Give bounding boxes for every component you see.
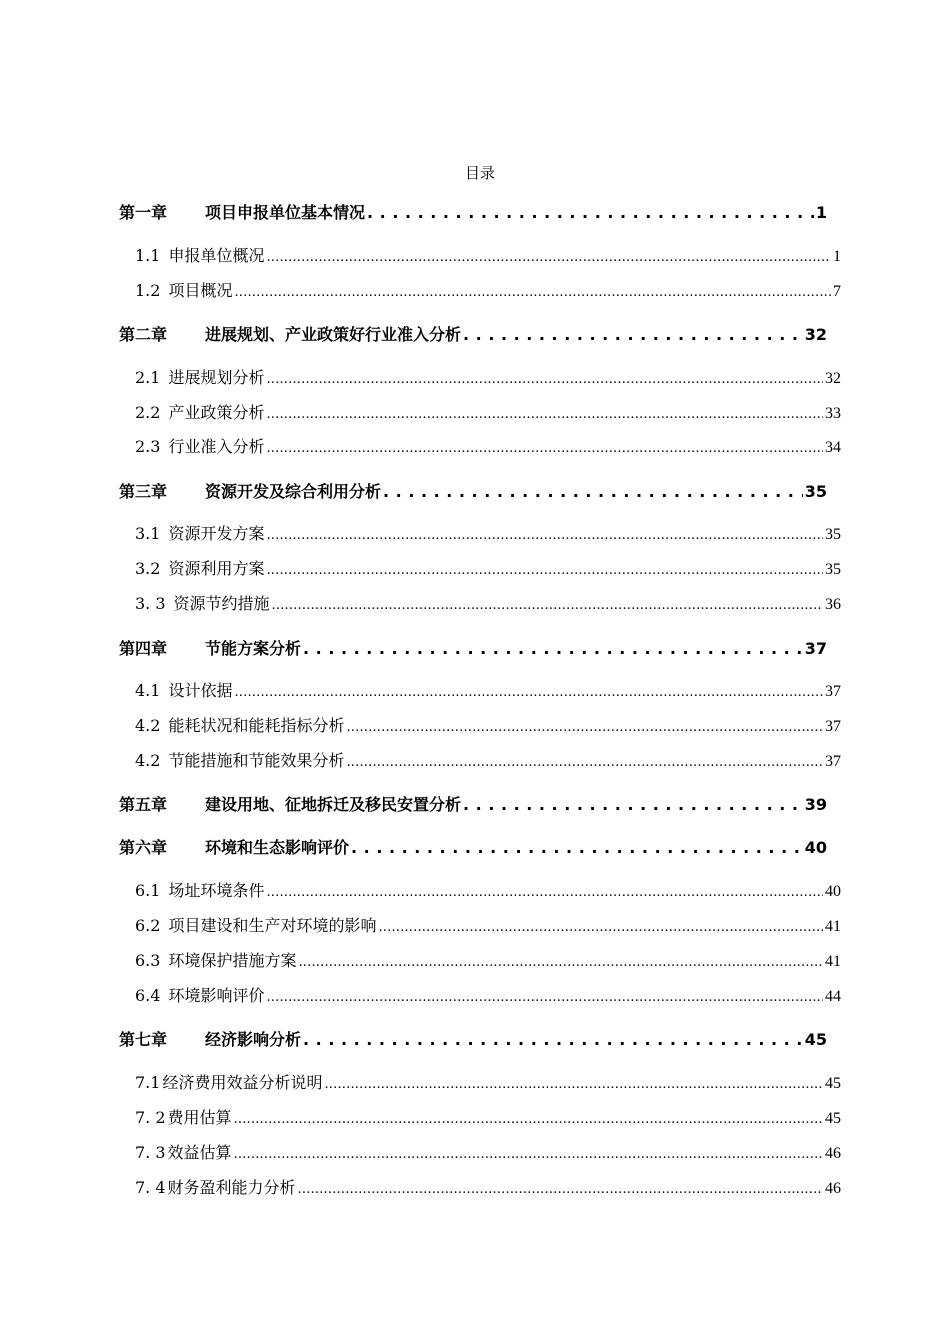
toc-section-title: 节能措施和节能效果分析	[168, 751, 345, 770]
toc-section-6-1[interactable]	[135, 880, 841, 902]
toc-section-1-2[interactable]	[135, 280, 841, 302]
toc-section-2-2[interactable]	[135, 402, 841, 424]
toc-section-number: 1.2	[135, 281, 161, 300]
dot-leader	[303, 637, 803, 661]
toc-section-number: 4.2	[135, 716, 161, 735]
toc-section-title: 环境保护措施方案	[168, 951, 297, 970]
toc-section-title: 资源节约措施	[173, 594, 270, 613]
toc-section-title: 费用估算	[167, 1108, 232, 1127]
toc-chapter-number: 第六章	[119, 838, 168, 857]
toc-section-title: 效益估算	[167, 1143, 232, 1162]
toc-section-6-3[interactable]	[135, 950, 841, 972]
dot-leader	[351, 836, 803, 860]
dot-leader	[266, 367, 823, 389]
toc-section-3-1[interactable]	[135, 523, 841, 545]
dot-leader	[272, 593, 823, 615]
toc-chapter-5[interactable]	[119, 793, 827, 817]
toc-section-number: 7. 4	[135, 1178, 166, 1197]
toc-page-number: 46	[825, 1180, 841, 1197]
toc-chapter-3[interactable]	[119, 480, 827, 504]
toc-page-number: 45	[804, 1030, 827, 1049]
toc-section-number: 1.1	[135, 246, 161, 265]
toc-page-number: 35	[825, 526, 841, 543]
toc-section-1-1[interactable]	[135, 245, 841, 267]
toc-chapter-title: 进展规划、产业政策好行业准入分析	[205, 325, 462, 344]
toc-page-number: 32	[804, 325, 827, 344]
toc-section-title: 项目概况	[168, 281, 233, 300]
toc-chapter-title: 项目申报单位基本情况	[205, 203, 366, 222]
toc-section-title: 资源开发方案	[168, 524, 265, 543]
toc-section-number: 4.1	[135, 681, 161, 700]
toc-section-title: 场址环境条件	[168, 881, 265, 900]
toc-heading: 目录	[464, 164, 495, 182]
dot-leader	[346, 715, 823, 737]
toc-page-number: 45	[825, 1075, 841, 1092]
toc-page-number: 35	[825, 561, 841, 578]
toc-section-3-2[interactable]	[135, 558, 841, 580]
toc-section-number: 3. 3	[135, 594, 166, 613]
toc-section-7-4[interactable]	[135, 1177, 841, 1199]
toc-section-title: 财务盈利能力分析	[167, 1178, 296, 1197]
toc-page-number: 41	[825, 918, 841, 935]
toc-section-number: 3.2	[135, 559, 161, 578]
toc-section-title: 资源利用方案	[168, 559, 265, 578]
dot-leader	[234, 1107, 823, 1129]
toc-page-number: 7	[833, 283, 841, 300]
dot-leader	[266, 558, 823, 580]
toc-section-number: 6.1	[135, 881, 161, 900]
dot-leader	[303, 1028, 803, 1052]
toc-page-number: 34	[825, 439, 841, 456]
toc-page-number: 37	[804, 639, 827, 658]
toc-chapter-title: 资源开发及综合利用分析	[205, 482, 382, 501]
dot-leader	[383, 480, 803, 504]
toc-section-number: 6.3	[135, 951, 161, 970]
toc-section-number: 6.2	[135, 916, 161, 935]
toc-section-number: 2.1	[135, 368, 161, 387]
toc-section-2-1[interactable]	[135, 367, 841, 389]
toc-section-title: 能耗状况和能耗指标分析	[168, 716, 345, 735]
toc-chapter-title: 环境和生态影响评价	[205, 838, 350, 857]
toc-chapter-number: 第三章	[119, 482, 168, 501]
dot-leader	[266, 402, 823, 424]
toc-section-title: 经济费用效益分析说明	[162, 1073, 323, 1092]
toc-section-3-3[interactable]	[135, 593, 841, 615]
toc-page-number: 37	[825, 683, 841, 700]
toc-page-number: 44	[825, 988, 841, 1005]
toc-section-6-4[interactable]	[135, 985, 841, 1007]
dot-leader	[378, 915, 823, 937]
toc-section-title: 进展规划分析	[168, 368, 265, 387]
toc-page-number: 37	[825, 753, 841, 770]
toc-chapter-title: 建设用地、征地拆迁及移民安置分析	[205, 795, 462, 814]
toc-chapter-number: 第四章	[119, 639, 168, 658]
toc-chapter-6[interactable]	[119, 836, 827, 860]
toc-section-4-2b[interactable]	[135, 750, 841, 772]
toc-section-title: 项目建设和生产对环境的影响	[168, 916, 377, 935]
dot-leader	[463, 323, 803, 347]
toc-chapter-7[interactable]	[119, 1028, 827, 1052]
toc-section-title: 产业政策分析	[168, 403, 265, 422]
toc-page-number: 33	[825, 405, 841, 422]
toc-section-number: 6.4	[135, 986, 161, 1005]
dot-leader	[298, 1177, 823, 1199]
toc-chapter-number: 第七章	[119, 1030, 168, 1049]
toc-section-number: 7.1	[135, 1073, 161, 1092]
toc-section-number: 4.2	[135, 751, 161, 770]
toc-section-number: 2.3	[135, 437, 161, 456]
toc-section-7-1[interactable]	[135, 1072, 841, 1094]
toc-section-number: 2.2	[135, 403, 161, 422]
toc-page-number: 46	[825, 1145, 841, 1162]
toc-section-title: 申报单位概况	[168, 246, 265, 265]
toc-section-title: 设计依据	[168, 681, 233, 700]
toc-section-4-2[interactable]	[135, 715, 841, 737]
toc-page-number: 1	[833, 248, 841, 265]
dot-leader	[266, 880, 823, 902]
toc-chapter-title: 经济影响分析	[205, 1030, 302, 1049]
dot-leader	[367, 201, 814, 225]
toc-page-number: 37	[825, 718, 841, 735]
toc-chapter-number: 第一章	[119, 203, 168, 222]
toc-page-number: 39	[804, 795, 827, 814]
toc-chapter-number: 第二章	[119, 325, 168, 344]
toc-section-7-3[interactable]	[135, 1142, 841, 1164]
toc-page-number: 32	[825, 370, 841, 387]
dot-leader	[234, 1142, 823, 1164]
toc-section-title: 行业准入分析	[168, 437, 265, 456]
toc-section-number: 7. 2	[135, 1108, 166, 1127]
dot-leader	[266, 523, 823, 545]
toc-chapter-1[interactable]	[119, 201, 827, 225]
toc-section-7-2[interactable]	[135, 1107, 841, 1129]
dot-leader	[266, 245, 831, 267]
toc-page-number: 35	[804, 482, 827, 501]
dot-leader	[234, 680, 823, 702]
toc-page-number: 41	[825, 953, 841, 970]
toc-section-6-2[interactable]	[135, 915, 841, 937]
toc-page-number: 40	[804, 838, 827, 857]
dot-leader	[266, 436, 823, 458]
toc-page-number: 45	[825, 1110, 841, 1127]
dot-leader	[324, 1072, 823, 1094]
toc-page-number: 36	[825, 596, 841, 613]
dot-leader	[266, 985, 823, 1007]
dot-leader	[298, 950, 823, 972]
toc-chapter-4[interactable]	[119, 637, 827, 661]
toc-section-4-1[interactable]	[135, 680, 841, 702]
toc-chapter-2[interactable]	[119, 323, 827, 347]
toc-section-title: 环境影响评价	[168, 986, 265, 1005]
toc-page-number: 40	[825, 883, 841, 900]
dot-leader	[234, 280, 831, 302]
toc-chapter-title: 节能方案分析	[205, 639, 302, 658]
toc-chapter-number: 第五章	[119, 795, 168, 814]
dot-leader	[463, 793, 803, 817]
toc-section-number: 7. 3	[135, 1143, 166, 1162]
dot-leader	[346, 750, 823, 772]
toc-section-number: 3.1	[135, 524, 161, 543]
toc-section-2-3[interactable]	[135, 436, 841, 458]
toc-page-number: 1	[815, 203, 827, 222]
